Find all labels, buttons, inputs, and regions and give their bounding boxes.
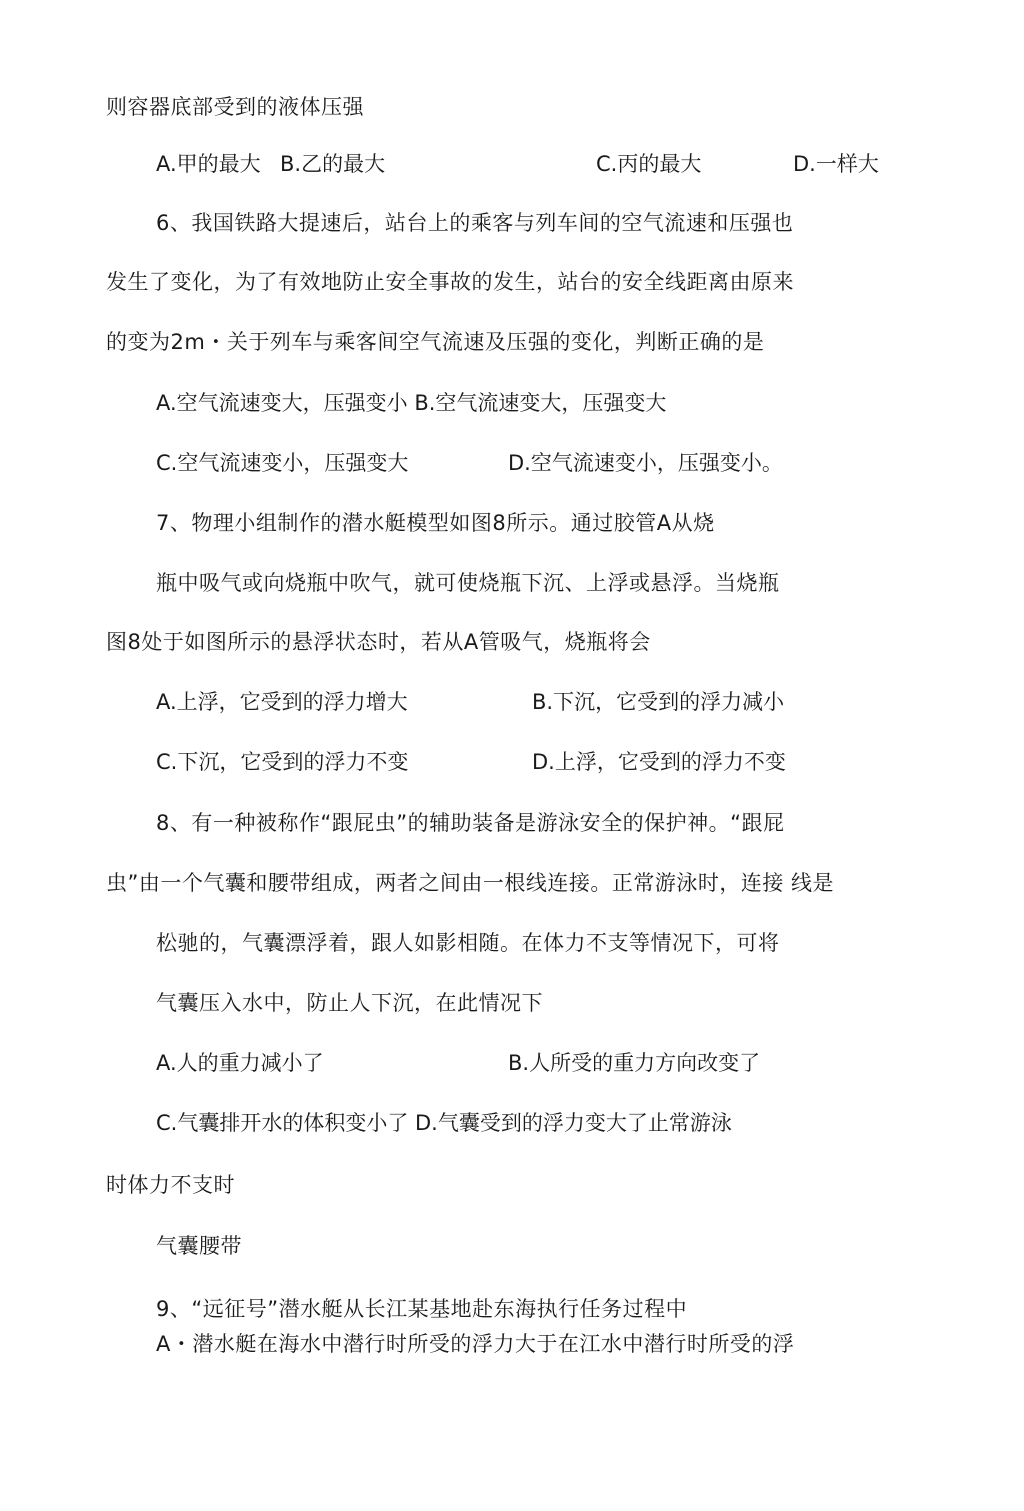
q8-line-4: 气囊压入水中，防止人下沉，在此情况下	[156, 991, 543, 1015]
q6-option-c: C.空气流速变小，压强变大	[156, 451, 409, 475]
q6-line-1: 6、我国铁路大提速后，站台上的乘客与列车间的空气流速和压强也	[156, 211, 794, 235]
q8-line-2: 虫”由一个气囊和腰带组成，两者之间由一根线连接。正常游泳时，连接 线是	[106, 871, 835, 895]
q8-tail-1: 时体力不支时	[106, 1173, 235, 1197]
q6-line-3: 的变为2m・关于列车与乘客间空气流速及压强的变化，判断正确的是	[106, 330, 765, 354]
q8-line-1: 8、有一种被称作“跟屁虫”的辅助装备是游泳安全的保护神。“跟屁	[156, 811, 785, 835]
q5-option-b: B.乙的最大	[280, 152, 386, 176]
q6-options-ab: A.空气流速变大，压强变小 B.空气流速变大，压强变大	[156, 391, 667, 415]
q5-option-c: C.丙的最大	[596, 152, 702, 176]
q7-line-3: 图8处于如图所示的悬浮状态时，若从A管吸气，烧瓶将会	[106, 630, 651, 654]
q8-option-a: A.人的重力减小了	[156, 1051, 324, 1075]
q9-line-1: 9、“远征号”潜水艇从长江某基地赴东海执行任务过程中	[156, 1297, 688, 1321]
q7-option-c: C.下沉，它受到的浮力不变	[156, 750, 409, 774]
q5-option-a: A.甲的最大	[156, 152, 261, 176]
q5-stem: 则容器底部受到的液体压强	[106, 95, 364, 119]
q6-line-2: 发生了变化，为了有效地防止安全事故的发生，站台的安全线距离由原来	[106, 270, 794, 294]
q8-option-b: B.人所受的重力方向改变了	[508, 1051, 761, 1075]
q7-option-a: A.上浮，它受到的浮力增大	[156, 690, 408, 714]
q7-line-2: 瓶中吸气或向烧瓶中吹气，就可使烧瓶下沉、上浮或悬浮。当烧瓶	[156, 571, 780, 595]
q9-line-2: A・潜水艇在海水中潜行时所受的浮力大于在江水中潜行时所受的浮	[156, 1332, 795, 1356]
q6-option-d: D.空气流速变小，压强变小。	[508, 451, 783, 475]
q7-line-1: 7、物理小组制作的潜水艇模型如图8所示。通过胶管A从烧	[156, 511, 715, 535]
q7-option-b: B.下沉，它受到的浮力减小	[532, 690, 785, 714]
q8-tail-2: 气囊腰带	[156, 1234, 242, 1258]
q8-line-3: 松驰的，气囊漂浮着，跟人如影相随。在体力不支等情况下，可将	[156, 931, 780, 955]
q8-options-cd: C.气囊排开水的体积变小了 D.气囊受到的浮力变大了止常游泳	[156, 1111, 732, 1135]
q7-option-d: D.上浮，它受到的浮力不变	[532, 750, 786, 774]
q5-option-d: D.一样大	[793, 152, 879, 176]
